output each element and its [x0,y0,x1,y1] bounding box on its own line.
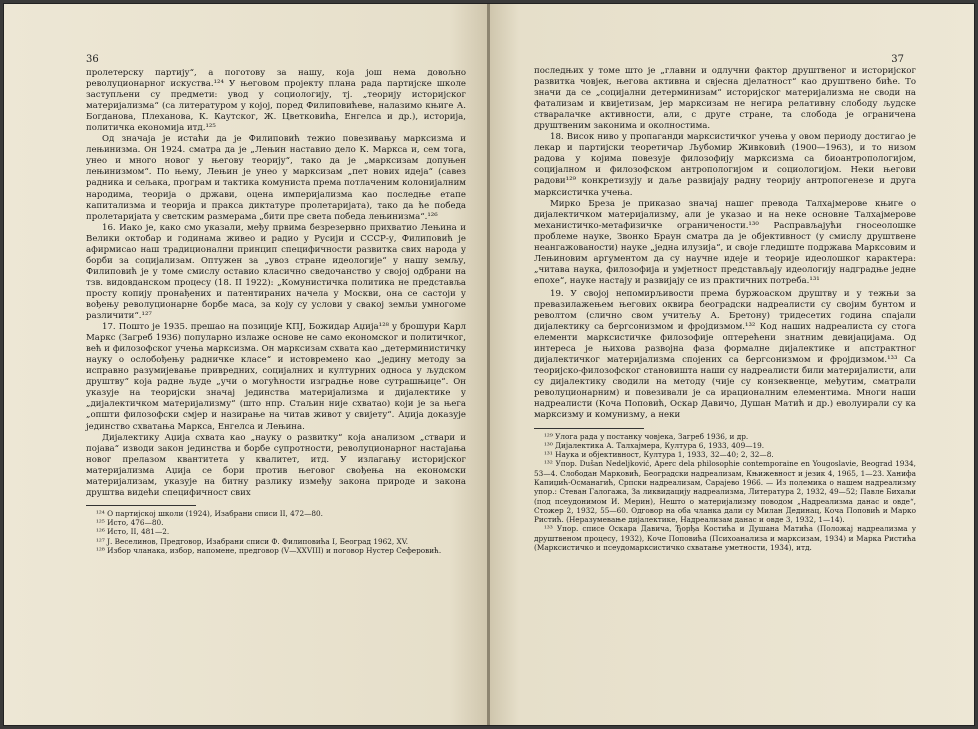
paragraph: 18. Висок ниво у пропаганди марксистичког учења у овом периоду достигао је лекар и партијски теоретичар Љубомир Живковић (1900—1963), и то низом радова у којима повезује филозофију марксизма са биоантропологијом, социјалном и филозофском антропологијом и социологијом. Неки његови радови¹²⁹ конкретизују и даље развијају радну теорију антропогенезе и друга марксистичка учења. [534,132,916,198]
footnote: ¹²⁷ Ј. Веселинов, Предговор, Изабрани списи Ф. Филиповића I, Београд 1962, XV. [96,536,409,546]
footnote: ¹³¹ Наука и објективност, Култура 1, 1933, 32—40; 2, 32—8. [544,450,774,460]
paragraph: Од значаја је истаћи да је Филиповић тежио повезивању марксизма и лењинизма. Он 1924. сматра да је „Лењин наставио дело К. Маркса и, сем тога, унео и много новог у његову теорију“, тако да је „марксизам допуњен лењинизмом“. По њему, Лењин је унео у марксизам „пет нових идеја“ (савез радника и сељака, програм и тактика комуниста према потлаченим колонијалним народима, теорија о држави, оцена империјализма као последње етапе капитализма и теорија и пракса диктатуре пролетаријата), тако да ће победа пролетаријата у светским размерама „бити пре света победа лењинизма“.¹²⁶ [86,134,466,222]
paragraph: пролетерску партију“, а поготову за нашу, која још нема довољно револуционарног искуства.¹²⁴ У његовом пројекту плана рада партијске школе заступљени су предмети: увод у социологију, тј. „теорију историјског материјализма“ (са литературом у којој, поред Филиповићеве, налазимо књиге А. Богданова, Плеханова, К. Каутског, Ж. Цветковића, Енгелса и др.), историја, политичка економија итд.¹²⁵ [86,68,466,134]
paragraph: 19. У својој непомирљивости према буржоаском друштву и у тежњи за превазилажењем његових оквира београдски надреалисти су својим бунтом и револтом (слично свом учитељу А. Бретону) тридесетих година спајали дијалектику са бергсонизмом и фројдизмом.¹³² Код наших надреалиста су стога елементи марксистичке филозофије оптерећени знатним девијацијама. Од интереса је њихова развојна фаза формалне дијалектике и апстрактног дијалектичког материјализма спојених са бергсонизмом и фројдизмом.¹³³ Са теоријско-филозофског становишта наши су надреалисти били материјалисти, али су дијалектику сводили на методу (чије су конзеквенце, међутим, сматрали револуционарним) и повезивали је са ирационалним елементима. Многи наши надреалисти (Коча Поповић, Оскар Давичо, Душан Матић и др.) еволуирали су ка марксизму и комунизму, а неки [534,288,916,421]
footnote-divider [86,505,196,506]
body-text [86,68,466,555]
footnotes [86,509,466,555]
paragraph: Мирко Бреза је приказао значај нашег превода Талхајмерове књиге о дијалектичком материјализму, али је указао и на неке основне Талхајмерове механистичко-метафизичке ограничености.¹³⁰ Расправљајући гносеолошке проблеме науке, Звонко Браун сматра да је објективност (у смислу друштвене неангажованости) науке „једна илузија“, и своје гледиште подржава Марксовим и Лењиновим аргументом да су научне идеје и теорије идеолошког карактера: „читава наука, филозофија и умјетност представљају идеологију надградње једне епохе“, науке настају и развијају се из практичних потреба.¹³¹ [534,198,916,286]
footnote: ¹²⁵ Исто, 476—80. [96,518,164,528]
footnote: ¹²⁶ Исто, II, 481—2. [96,527,170,537]
footnote: ¹²⁴ О партијској школи (1924), Изабрани списи II, 472—80. [96,508,323,518]
paragraph: последњих у томе што је „главни и одлучни фактор друштвеног и историјског развитка човјек, његова активна и свјесна дјелатност“ као друштвено биће. То значи да се „социјални детерминизам“ историјског материјализма не своди на фатализам и квијетизам, јер марксизам не негира релативну слободу људске стваралачке активности, али, с друге стране, та слобода је ограничена друштвеним законима и околностима. [534,66,916,132]
page-number: 36 [86,54,99,65]
left-page [4,4,488,725]
footnote: ¹²⁸ Избор чланака, избор, напомене, предговор (V—XXVIII) и поговор Нустер Сеферовић. [96,546,442,556]
right-page [490,4,974,725]
page-number: 37 [891,54,904,65]
footnote: ¹³³ Упор. списе Оскара Давича, Ђорђа Костића и Душана Матића (Положај надреализма у друштвеном процесу, 1932), Коче Поповића (Психоанализа и марксизам, 1934) и Марка Ристића (Марксистичко и псеудомарксистичко схватање уметности, 1934), итд. [534,524,916,553]
footnote: ¹³⁰ Дијалектика А. Талхајмера, Култура 6, 1933, 409—19. [544,440,765,450]
paragraph: 17. Пошто је 1935. прешао на позиције КПЈ, Божидар Аџија¹²⁸ у брошури Карл Маркс (Загреб 1936) популарно излаже основе не само економског и политичког, већ и филозофског учења марксизма. Он марксизам схвата као „детерминистичку науку о ослобођењу радничке класе“ и истовремено као „једину методу за исправно разумијевање привредних, социјалних и културних односа у људском друштву“ која радне људе „учи о могућности изградње нове сутрашњице“. Он указује на теоријски значај јединства материјализма и дијалектике у „дијалектичком материјализму“ (што нпр. Стаљин није схватао) који је за њега „општи филозофски смјер и назирање на читав живот у свијету“. Аџија доказује јединство схватања Маркса, Енгелса и Лењина. [86,322,466,432]
book-spread [4,4,974,725]
footnote: ¹²⁹ Улога рада у постанку човјека, Загреб 1936, и др. [544,431,749,441]
footnote-divider [534,428,644,429]
footnotes [534,432,916,553]
paragraph: 16. Иако је, како смо указали, међу првима безрезервно прихватио Лењина и Велики октобар и годинама живео и радио у Русији и СССР-у, Филиповић је афирмисао наш традиционални принцип специфичности развитка свих народа у борби за социјализам. Оптужен за „увоз стране идеологије“ у нашу земљу, Филиповић је у томе смислу оставио класично сведочанство у својој одбрани на тзв. видовданском процесу (18. II 1922): „Комунистичка политика не представља просту копију пронађених и патентираних начела у Москви, она се састоји у вођењу револуционарне борбе маса, за коју су услови у свакој земљи умногоме различити“.¹²⁷ [86,222,466,322]
footnote: ¹³² Упор. Dušan Nedeljković, Aperc dela philosophie contemporaine en Yougoslavie, Beograd 1934, 53—4. Слободан Марковић, Београдски надреализам, Књижевност и језик 4, 1965, 1—23. Ханифа Капиџић-Османагић, Српски надреализам, Сарајево 1966. — Из полемика о нашем надреализму упор.: Стеван Галогажа, За ликвидацију надреализма, Литература 2, 1932, 49—52; Павле Бихаљи (под псеудонимом И. Мерин), Нешто о материјализму поводом „Надреализма данас и овде“, Стожер 2, 1932, 55—60. Одговор на оба чланка дали су Милан Дединац, Коча Поповић и Марко Ристић. (Неразумевање дијалектике, Надреализам данас и овде 3, 1932, 1—14). [534,459,916,525]
paragraph: Дијалектику Аџија схвата као „науку о развитку“ која анализом „ствари и појава“ изводи закон јединства и борбе супротности, револуционарног настајања новог прелазом квантитета у квалитет, итд. У излагању историјског материјализма Аџија се бори против његовог свођења на економски материјализам, указује на битну разлику између закона природе и закона друштва видећи специфичност свих [86,432,466,498]
body-text [534,66,916,552]
